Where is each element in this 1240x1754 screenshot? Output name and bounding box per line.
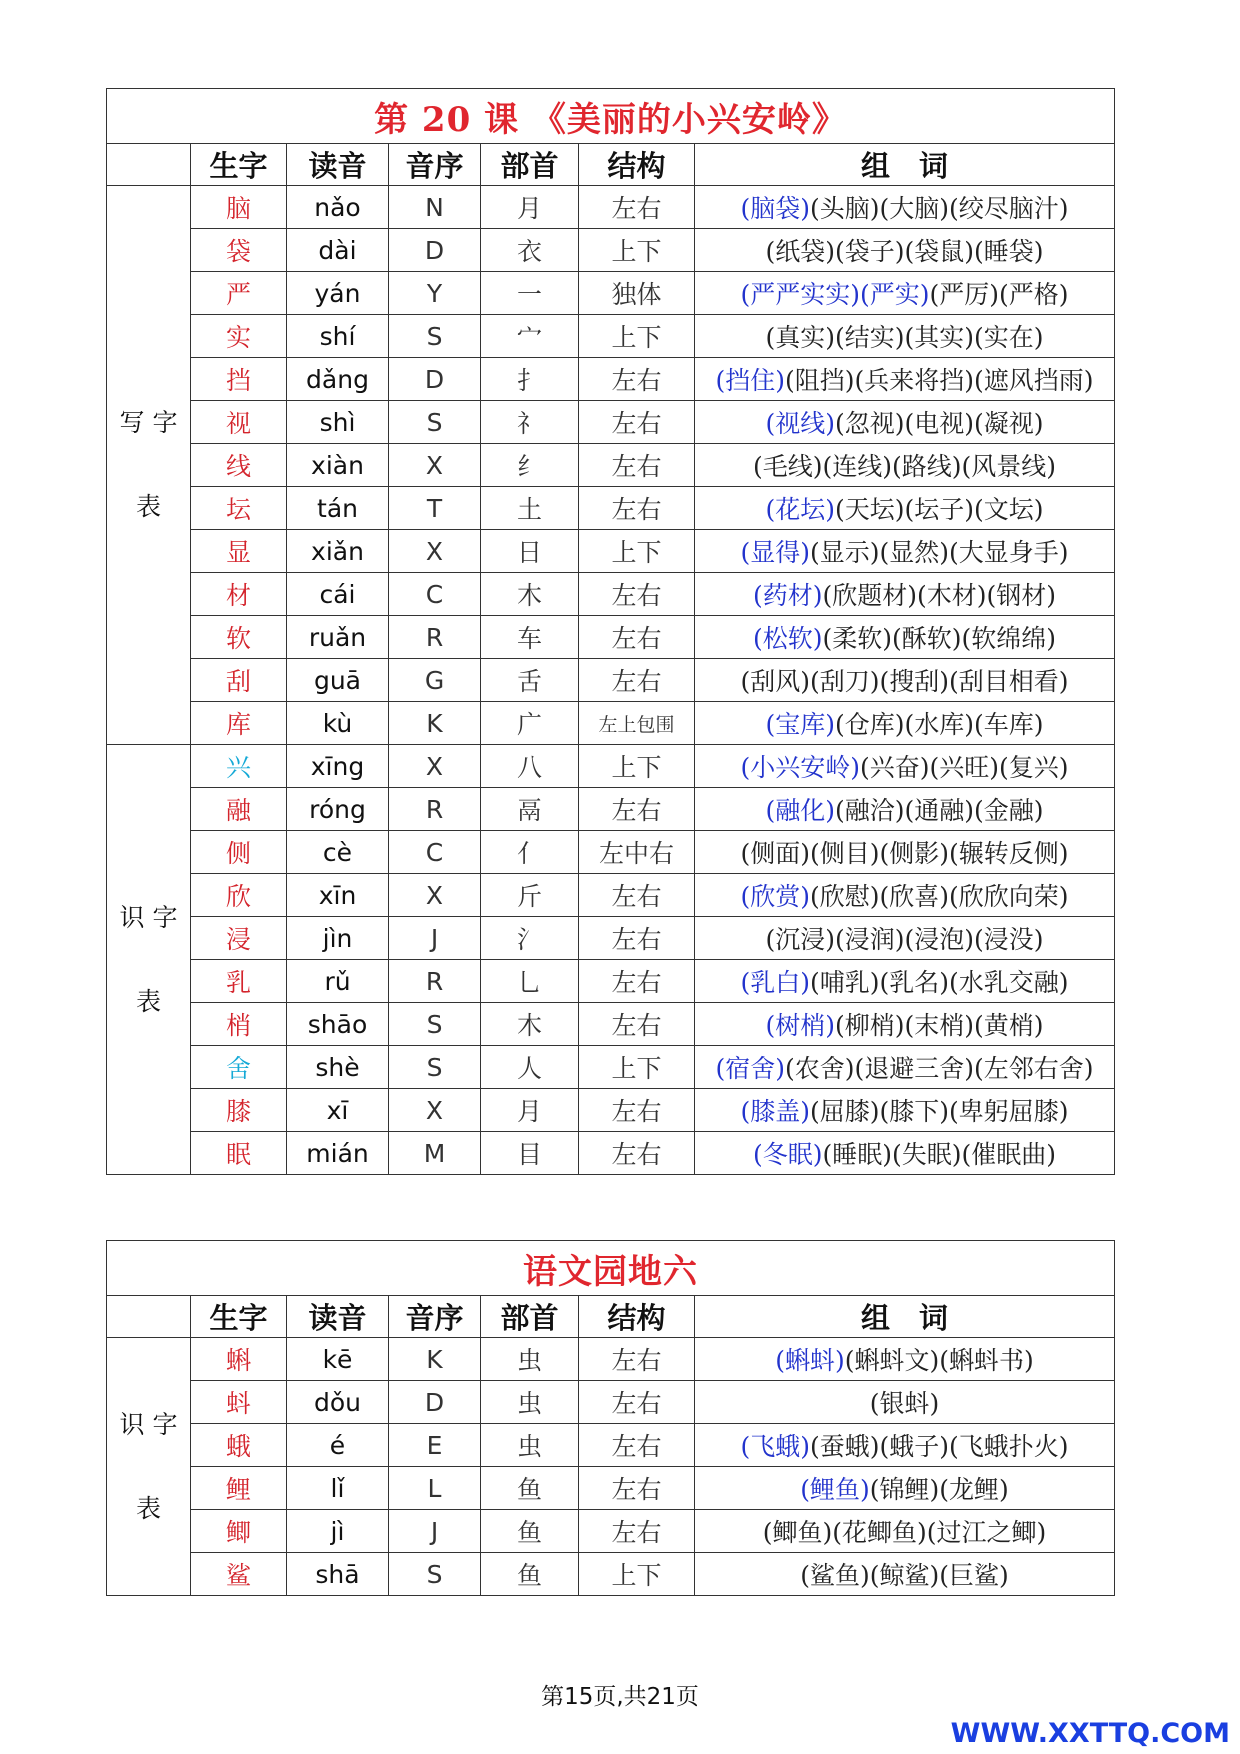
radical-cell: 宀 (481, 315, 579, 358)
table-row (107, 1132, 1115, 1175)
highlight-words: (宿舍) (715, 1054, 785, 1083)
other-words: (农舍)(退避三舍)(左邻右舍) (785, 1054, 1094, 1083)
letter-cell: R (389, 788, 481, 831)
radical-cell: 虫 (481, 1338, 579, 1381)
letter-cell: D (389, 358, 481, 401)
other-words: (刮风)(刮刀)(搜刮)(刮目相看) (740, 667, 1069, 696)
words-cell (695, 1338, 1115, 1381)
other-words: (锦鲤)(龙鲤) (869, 1475, 1009, 1504)
radical-cell: 车 (481, 616, 579, 659)
letter-cell: X (389, 745, 481, 788)
words-cell (695, 401, 1115, 444)
char-cell: 融 (191, 788, 287, 831)
radical-cell: 日 (481, 530, 579, 573)
radical-cell: 鱼 (481, 1510, 579, 1553)
section-header-blank (107, 144, 191, 186)
pinyin-cell: é (287, 1424, 389, 1467)
letter-cell: R (389, 960, 481, 1003)
letter-cell: S (389, 1003, 481, 1046)
radical-cell: 鱼 (481, 1553, 579, 1596)
radical-cell: 礻 (481, 401, 579, 444)
letter-cell: S (389, 1046, 481, 1089)
words-cell (695, 272, 1115, 315)
other-words: (沉浸)(浸润)(浸泡)(浸没) (765, 925, 1044, 954)
table-row (107, 487, 1115, 530)
radical-cell: 八 (481, 745, 579, 788)
highlight-words: (花坛) (765, 495, 835, 524)
table-row (107, 1338, 1115, 1381)
letter-cell: K (389, 1338, 481, 1381)
table-title: 第 20 课 《美丽的小兴安岭》 (107, 89, 1115, 144)
words-cell (695, 702, 1115, 745)
table-row (107, 1046, 1115, 1089)
section-label: 识 字 表 (107, 1338, 191, 1596)
other-words: (鲨鱼)(鲸鲨)(巨鲨) (800, 1561, 1009, 1590)
char-cell: 软 (191, 616, 287, 659)
table-row (107, 1467, 1115, 1510)
char-cell: 乳 (191, 960, 287, 1003)
radical-cell: 衣 (481, 229, 579, 272)
other-words: (蝌蚪文)(蝌蚪书) (844, 1346, 1034, 1375)
table-row (107, 1424, 1115, 1467)
table-row (107, 1003, 1115, 1046)
structure-cell: 左右 (579, 1467, 695, 1510)
structure-cell: 左右 (579, 1132, 695, 1175)
table-row (107, 401, 1115, 444)
pinyin-cell: mián (287, 1132, 389, 1175)
highlight-words: (松软) (752, 624, 823, 653)
other-words: (仓库)(水库)(车库) (835, 710, 1044, 739)
letter-cell: X (389, 444, 481, 487)
pinyin-cell: xiǎn (287, 530, 389, 573)
radical-cell: 鱼 (481, 1467, 579, 1510)
pinyin-cell: cái (287, 573, 389, 616)
pinyin-cell: rǔ (287, 960, 389, 1003)
letter-cell: C (389, 573, 481, 616)
char-cell: 视 (191, 401, 287, 444)
structure-cell: 上下 (579, 530, 695, 573)
pinyin-cell: kē (287, 1338, 389, 1381)
words-cell (695, 616, 1115, 659)
pinyin-cell: dǒu (287, 1381, 389, 1424)
letter-cell: S (389, 315, 481, 358)
words-cell (695, 1467, 1115, 1510)
structure-cell: 左右 (579, 1003, 695, 1046)
char-cell: 袋 (191, 229, 287, 272)
radical-cell: 氵 (481, 917, 579, 960)
char-cell: 欣 (191, 874, 287, 917)
radical-cell: 月 (481, 186, 579, 229)
header-char: 生字 (191, 1296, 287, 1338)
other-words: (毛线)(连线)(路线)(风景线) (752, 452, 1057, 481)
char-cell: 眠 (191, 1132, 287, 1175)
char-cell: 兴 (191, 745, 287, 788)
char-cell: 浸 (191, 917, 287, 960)
other-words: (蚕蛾)(蛾子)(飞蛾扑火) (810, 1432, 1069, 1461)
radical-cell: 亻 (481, 831, 579, 874)
table-row (107, 960, 1115, 1003)
table-row (107, 229, 1115, 272)
structure-cell: 左右 (579, 1089, 695, 1132)
header-structure: 结构 (579, 144, 695, 186)
radical-cell: 舌 (481, 659, 579, 702)
structure-cell: 左右 (579, 1381, 695, 1424)
radical-cell: 乚 (481, 960, 579, 1003)
pinyin-cell: shí (287, 315, 389, 358)
words-cell (695, 1424, 1115, 1467)
words-cell (695, 1510, 1115, 1553)
highlight-words: (严严实实)(严实) (740, 280, 930, 309)
letter-cell: M (389, 1132, 481, 1175)
page-number: 第15页,共21页 (541, 1684, 699, 1710)
highlight-words: (鲤鱼) (800, 1475, 870, 1504)
words-cell (695, 1553, 1115, 1596)
header-radical: 部首 (481, 144, 579, 186)
table-row (107, 745, 1115, 788)
structure-cell: 左右 (579, 917, 695, 960)
other-words: (兴奋)(兴旺)(复兴) (860, 753, 1069, 782)
other-words: (屈膝)(膝下)(卑躬屈膝) (810, 1097, 1069, 1126)
highlight-words: (蝌蚪) (775, 1346, 845, 1375)
radical-cell: 目 (481, 1132, 579, 1175)
structure-cell: 左右 (579, 186, 695, 229)
words-cell (695, 1132, 1115, 1175)
table-row (107, 530, 1115, 573)
structure-cell: 左右 (579, 874, 695, 917)
header-letter: 音序 (389, 144, 481, 186)
structure-cell: 左右 (579, 1424, 695, 1467)
structure-cell: 上下 (579, 1553, 695, 1596)
pinyin-cell: shì (287, 401, 389, 444)
title-row (107, 1241, 1115, 1296)
pinyin-cell: shā (287, 1553, 389, 1596)
letter-cell: X (389, 530, 481, 573)
other-words: (侧面)(侧目)(侧影)(辗转反侧) (740, 839, 1069, 868)
letter-cell: C (389, 831, 481, 874)
other-words: (纸袋)(袋子)(袋鼠)(睡袋) (765, 237, 1044, 266)
table-row (107, 1089, 1115, 1132)
structure-cell: 左右 (579, 401, 695, 444)
words-cell (695, 229, 1115, 272)
table-row (107, 1510, 1115, 1553)
structure-cell: 独体 (579, 272, 695, 315)
letter-cell: J (389, 1510, 481, 1553)
words-cell (695, 659, 1115, 702)
highlight-words: (树梢) (765, 1011, 835, 1040)
words-cell (695, 530, 1115, 573)
pinyin-cell: róng (287, 788, 389, 831)
char-cell: 显 (191, 530, 287, 573)
garden-vocab-table (106, 1240, 1115, 1596)
structure-cell: 上下 (579, 745, 695, 788)
letter-cell: J (389, 917, 481, 960)
words-cell (695, 1046, 1115, 1089)
highlight-words: (小兴安岭) (740, 753, 860, 782)
header-words: 组 词 (695, 1296, 1115, 1338)
structure-cell: 左右 (579, 659, 695, 702)
header-words: 组 词 (695, 144, 1115, 186)
section-label: 写 字 表 (107, 186, 191, 745)
letter-cell: E (389, 1424, 481, 1467)
words-cell (695, 573, 1115, 616)
pinyin-cell: xīn (287, 874, 389, 917)
highlight-words: (欣赏) (740, 882, 810, 911)
other-words: (欣题材)(木材)(钢材) (822, 581, 1057, 610)
pinyin-cell: cè (287, 831, 389, 874)
char-cell: 线 (191, 444, 287, 487)
table-row (107, 831, 1115, 874)
radical-cell: 扌 (481, 358, 579, 401)
other-words: (头脑)(大脑)(绞尽脑汁) (810, 194, 1069, 223)
pinyin-cell: shè (287, 1046, 389, 1089)
radical-cell: 鬲 (481, 788, 579, 831)
structure-cell: 左右 (579, 960, 695, 1003)
letter-cell: D (389, 1381, 481, 1424)
structure-cell: 左右 (579, 487, 695, 530)
header-row (107, 1296, 1115, 1338)
other-words: (睡眠)(失眠)(催眠曲) (822, 1140, 1057, 1169)
radical-cell: 月 (481, 1089, 579, 1132)
structure-cell: 左右 (579, 616, 695, 659)
table-row (107, 573, 1115, 616)
header-pinyin: 读音 (287, 1296, 389, 1338)
char-cell: 挡 (191, 358, 287, 401)
letter-cell: R (389, 616, 481, 659)
letter-cell: K (389, 702, 481, 745)
words-cell (695, 358, 1115, 401)
section-header-blank (107, 1296, 191, 1338)
table-row (107, 1553, 1115, 1596)
structure-cell: 左中右 (579, 831, 695, 874)
table-row (107, 702, 1115, 745)
letter-cell: Y (389, 272, 481, 315)
pinyin-cell: jì (287, 1510, 389, 1553)
pinyin-cell: ruǎn (287, 616, 389, 659)
words-cell (695, 186, 1115, 229)
structure-cell: 上下 (579, 1046, 695, 1089)
char-cell: 梢 (191, 1003, 287, 1046)
header-radical: 部首 (481, 1296, 579, 1338)
header-letter: 音序 (389, 1296, 481, 1338)
other-words: (柳梢)(末梢)(黄梢) (835, 1011, 1044, 1040)
words-cell (695, 444, 1115, 487)
char-cell: 蝌 (191, 1338, 287, 1381)
other-words: (银蚪) (869, 1389, 940, 1418)
other-words: (忽视)(电视)(凝视) (835, 409, 1044, 438)
words-cell (695, 745, 1115, 788)
table-row (107, 874, 1115, 917)
char-cell: 严 (191, 272, 287, 315)
table-row (107, 315, 1115, 358)
letter-cell: X (389, 1089, 481, 1132)
char-cell: 鲤 (191, 1467, 287, 1510)
structure-cell: 左右 (579, 788, 695, 831)
pinyin-cell: kù (287, 702, 389, 745)
letter-cell: L (389, 1467, 481, 1510)
letter-cell: X (389, 874, 481, 917)
words-cell (695, 1089, 1115, 1132)
other-words: (柔软)(酥软)(软绵绵) (822, 624, 1057, 653)
other-words: (严厉)(严格) (929, 280, 1069, 309)
structure-cell: 左右 (579, 573, 695, 616)
structure-cell: 左上包围 (579, 702, 695, 745)
table-title: 语文园地六 (107, 1241, 1115, 1296)
highlight-words: (宝库) (765, 710, 835, 739)
pinyin-cell: dài (287, 229, 389, 272)
char-cell: 材 (191, 573, 287, 616)
pinyin-cell: xiàn (287, 444, 389, 487)
pinyin-cell: guā (287, 659, 389, 702)
letter-cell: S (389, 401, 481, 444)
table-row (107, 659, 1115, 702)
words-cell (695, 788, 1115, 831)
highlight-words: (挡住) (715, 366, 785, 395)
char-cell: 坛 (191, 487, 287, 530)
structure-cell: 左右 (579, 1510, 695, 1553)
letter-cell: D (389, 229, 481, 272)
other-words: (阻挡)(兵来将挡)(遮风挡雨) (785, 366, 1094, 395)
words-cell (695, 917, 1115, 960)
pinyin-cell: nǎo (287, 186, 389, 229)
radical-cell: 虫 (481, 1424, 579, 1467)
structure-cell: 左右 (579, 444, 695, 487)
radical-cell: 人 (481, 1046, 579, 1089)
site-watermark: WWW.XXTTQ.COM (950, 1718, 1230, 1749)
header-char: 生字 (191, 144, 287, 186)
radical-cell: 木 (481, 1003, 579, 1046)
table-row (107, 616, 1115, 659)
table-row (107, 444, 1115, 487)
radical-cell: 土 (481, 487, 579, 530)
radical-cell: 一 (481, 272, 579, 315)
other-words: (天坛)(坛子)(文坛) (835, 495, 1044, 524)
highlight-words: (药材) (752, 581, 823, 610)
char-cell: 实 (191, 315, 287, 358)
table-row (107, 1381, 1115, 1424)
highlight-words: (冬眠) (752, 1140, 823, 1169)
letter-cell: S (389, 1553, 481, 1596)
pinyin-cell: yán (287, 272, 389, 315)
structure-cell: 左右 (579, 1338, 695, 1381)
pinyin-cell: xī (287, 1089, 389, 1132)
radical-cell: 纟 (481, 444, 579, 487)
char-cell: 库 (191, 702, 287, 745)
words-cell (695, 831, 1115, 874)
lesson-vocab-table (106, 88, 1115, 1175)
char-cell: 蚪 (191, 1381, 287, 1424)
structure-cell: 左右 (579, 358, 695, 401)
other-words: (欣慰)(欣喜)(欣欣向荣) (810, 882, 1069, 911)
pinyin-cell: tán (287, 487, 389, 530)
char-cell: 刮 (191, 659, 287, 702)
other-words: (鲫鱼)(花鲫鱼)(过江之鲫) (762, 1518, 1047, 1547)
header-pinyin: 读音 (287, 144, 389, 186)
char-cell: 鲫 (191, 1510, 287, 1553)
section-label: 识 字 表 (107, 745, 191, 1175)
table-row (107, 186, 1115, 229)
other-words: (显示)(显然)(大显身手) (810, 538, 1069, 567)
char-cell: 舍 (191, 1046, 287, 1089)
highlight-words: (融化) (765, 796, 835, 825)
header-row (107, 144, 1115, 186)
table-row (107, 917, 1115, 960)
char-cell: 膝 (191, 1089, 287, 1132)
pinyin-cell: dǎng (287, 358, 389, 401)
words-cell (695, 1003, 1115, 1046)
other-words: (融洽)(通融)(金融) (835, 796, 1044, 825)
radical-cell: 斤 (481, 874, 579, 917)
table-row (107, 788, 1115, 831)
radical-cell: 木 (481, 573, 579, 616)
char-cell: 侧 (191, 831, 287, 874)
letter-cell: T (389, 487, 481, 530)
title-row (107, 89, 1115, 144)
char-cell: 脑 (191, 186, 287, 229)
highlight-words: (显得) (740, 538, 810, 567)
pinyin-cell: lǐ (287, 1467, 389, 1510)
pinyin-cell: shāo (287, 1003, 389, 1046)
highlight-words: (乳白) (740, 968, 810, 997)
table-row (107, 272, 1115, 315)
words-cell (695, 960, 1115, 1003)
words-cell (695, 874, 1115, 917)
pinyin-cell: jìn (287, 917, 389, 960)
header-structure: 结构 (579, 1296, 695, 1338)
char-cell: 蛾 (191, 1424, 287, 1467)
highlight-words: (膝盖) (740, 1097, 810, 1126)
highlight-words: (脑袋) (740, 194, 810, 223)
highlight-words: (飞蛾) (740, 1432, 810, 1461)
structure-cell: 上下 (579, 315, 695, 358)
radical-cell: 虫 (481, 1381, 579, 1424)
char-cell: 鲨 (191, 1553, 287, 1596)
other-words: (哺乳)(乳名)(水乳交融) (810, 968, 1069, 997)
other-words: (真实)(结实)(其实)(实在) (765, 323, 1044, 352)
words-cell (695, 1381, 1115, 1424)
letter-cell: N (389, 186, 481, 229)
highlight-words: (视线) (765, 409, 835, 438)
words-cell (695, 487, 1115, 530)
letter-cell: G (389, 659, 481, 702)
structure-cell: 上下 (579, 229, 695, 272)
radical-cell: 广 (481, 702, 579, 745)
table-row (107, 358, 1115, 401)
pinyin-cell: xīng (287, 745, 389, 788)
words-cell (695, 315, 1115, 358)
